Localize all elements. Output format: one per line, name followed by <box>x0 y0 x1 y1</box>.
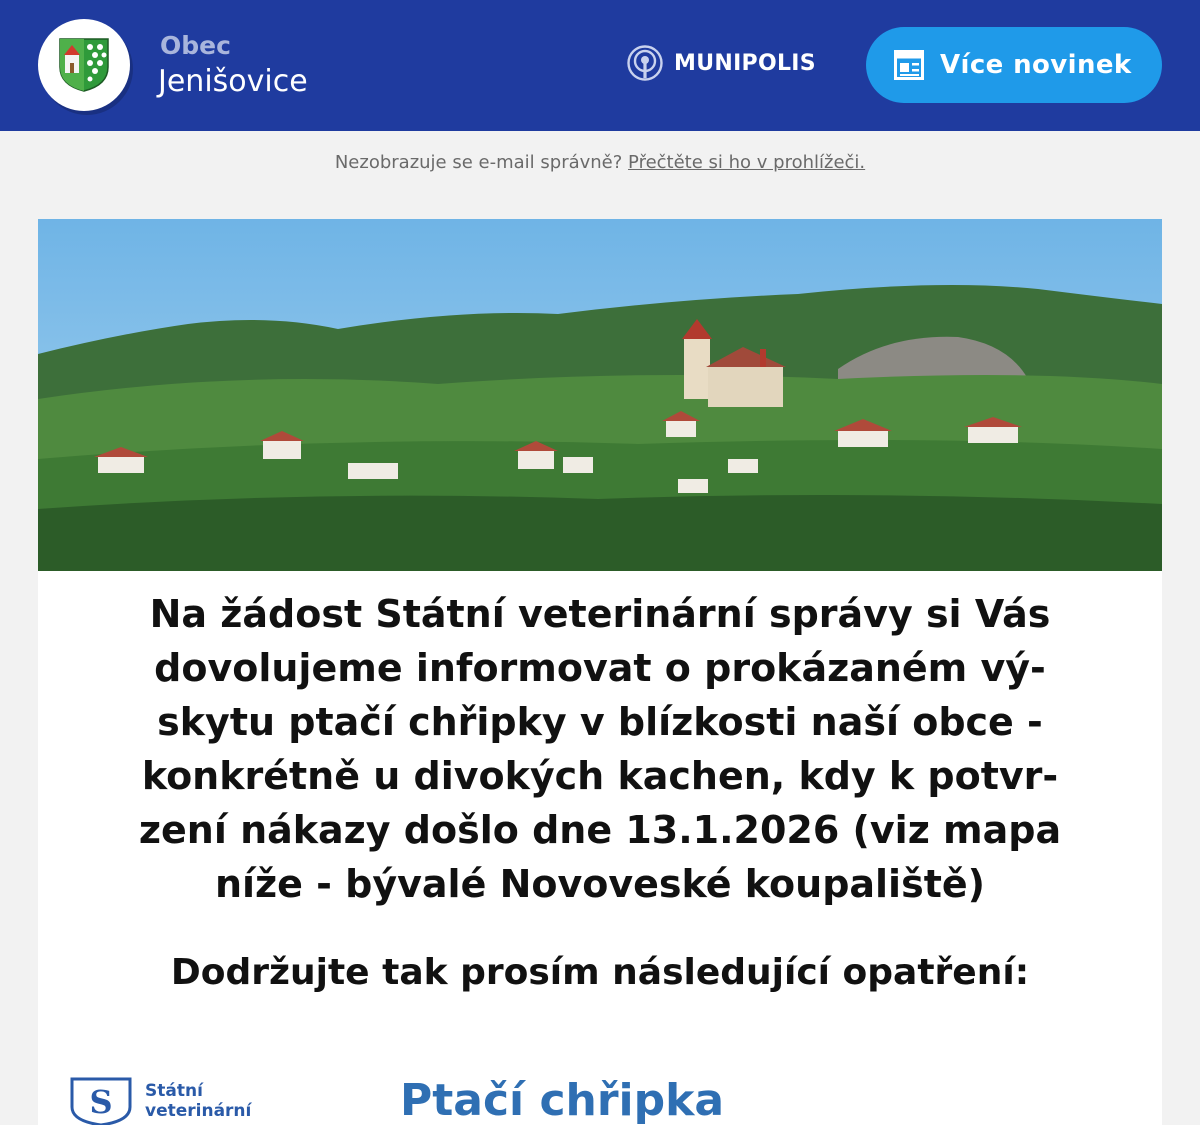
browser-notice <box>0 152 1200 173</box>
flyer-title: Ptačí chřipka <box>400 1075 725 1125</box>
village-landscape-photo <box>38 219 1162 571</box>
headline-line: Na žádost Státní veterinární správy si Vás <box>149 592 1051 636</box>
more-news-button[interactable] <box>866 27 1162 103</box>
headline-line: zení nákazy došlo dne 13.1.2026 (viz mapa <box>138 808 1062 852</box>
broadcast-icon <box>626 44 664 82</box>
notice-text: Nezobrazuje se e-mail správně? <box>334 152 629 173</box>
article-card <box>38 219 1162 1125</box>
brand-name: Jenišovice <box>158 64 308 99</box>
headline-line: skytu ptačí chřipky v blízkosti naší obce - <box>157 700 1043 744</box>
bird-flu-flyer <box>70 1075 1130 1125</box>
more-news-label: Více novinek <box>940 50 1132 80</box>
header-bar <box>0 0 1200 131</box>
svs-org-line: Státní <box>145 1081 203 1101</box>
article-headline <box>78 587 1122 911</box>
svs-org-name <box>145 1081 251 1121</box>
svg-text:S: S <box>89 1083 113 1121</box>
svs-org-line: veterinární <box>145 1101 252 1121</box>
news-icon <box>894 50 924 80</box>
svs-shield-icon <box>70 1077 132 1125</box>
brand-prefix: Obec <box>160 31 231 60</box>
headline-line: dovolujeme informovat o prokázaném vý- <box>154 646 1046 690</box>
municipality-logo[interactable] <box>38 19 130 111</box>
view-in-browser-link[interactable]: Přečtěte si ho v prohlížeči. <box>628 152 866 173</box>
munipolis-label: MUNIPOLIS <box>674 50 816 76</box>
coat-of-arms-icon <box>58 37 110 93</box>
munipolis-link[interactable] <box>626 44 816 82</box>
headline-line: níže - bývalé Novoveské koupaliště) <box>214 862 986 906</box>
headline-line: konkrétně u divokých kachen, kdy k potvr- <box>141 754 1059 798</box>
measures-heading: Dodržujte tak prosím následující opatření: <box>170 952 1030 993</box>
